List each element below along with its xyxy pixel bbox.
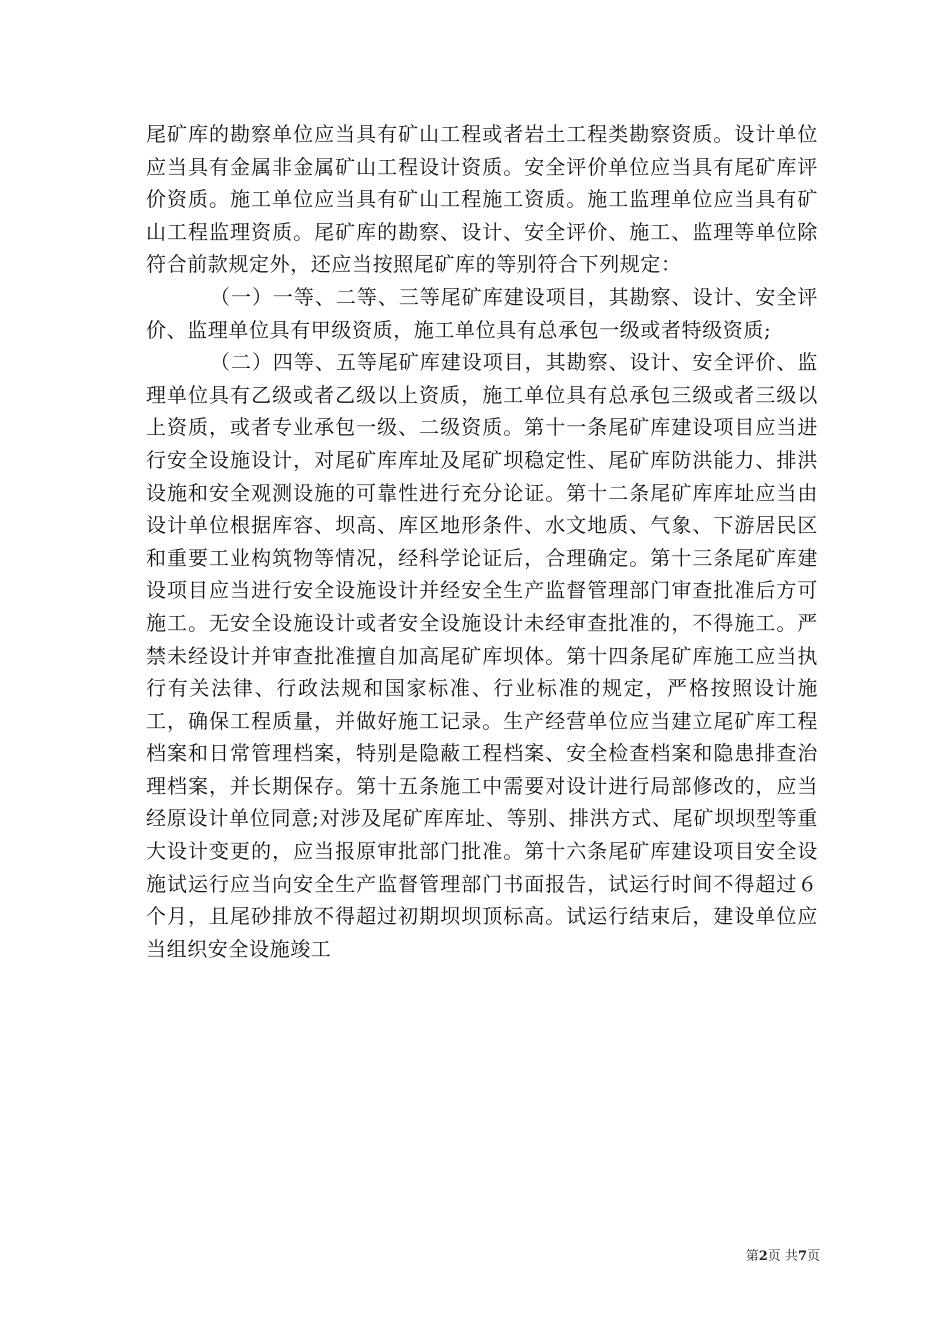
footer-prefix: 第 bbox=[745, 1249, 759, 1264]
paragraph-1: 尾矿库的勘察单位应当具有矿山工程或者岩土工程类勘察资质。设计单位应当具有金属非金属矿山工程设计资质。安全评价单位应当具有尾矿库评价资质。施工单位应当具有矿山工程施工资质。施工监理单位应当具有矿山工程监理资质。尾矿库的勘察、设计、安全评价、施工、监理等单位除符合前款规定外，还应当按照尾矿库的等别符合下列规定： bbox=[146, 122, 818, 277]
footer-middle: 页 共 bbox=[767, 1249, 798, 1264]
current-page-number: 2 bbox=[758, 1249, 768, 1264]
total-page-number: 7 bbox=[797, 1249, 807, 1264]
document-body bbox=[146, 118, 818, 965]
page-footer bbox=[660, 1248, 820, 1266]
paragraph-2: （一）一等、二等、三等尾矿库建设项目，其勘察、设计、安全评价、监理单位具有甲级资质，施工单位具有总承包一级或者特级资质; bbox=[146, 284, 818, 342]
paragraph-3: （二）四等、五等尾矿库建设项目，其勘察、设计、安全评价、监理单位具有乙级或者乙级以上资质，施工单位具有总承包三级或者三级以上资质，或者专业承包一级、二级资质。第十一条尾矿库建设项目应当进行安全设施设计，对尾矿库库址及尾矿坝稳定性、尾矿库防洪能力、排洪设施和安全观测设施的可靠性进行充分论证。第十二条尾矿库库址应当由设计单位根据库容、坝高、库区地形条件、水文地质、气象、下游居民区和重要工业构筑物等情况，经科学论证后，合理确定。第十三条尾矿库建设项目应当进行安全设施设计并经安全生产监督管理部门审查批准后方可施工。无安全设施设计或者安全设施设计未经审查批准的，不得施工。严禁未经设计并审查批准擅自加高尾矿库坝体。第十四条尾矿库施工应当执行有关法律、行政法规和国家标准、行业标准的规定，严格按照设计施工，确保工程质量，并做好施工记录。生产经营单位应当建立尾矿库工程档案和日常管理档案，特别是隐蔽工程档案、安全检查档案和隐患排查治理档案，并长期保存。第十五条施工中需要对设计进行局部修改的，应当经原设计单位同意;对涉及尾矿库库址、等别、排洪方式、尾矿坝坝型等重大设计变更的，应当报原审批部门批准。第十六条尾矿库建设项目安全设施试运行应当向安全生产监督管理部门书面报告，试运行时间不得超过６个月，且尾砂排放不得超过初期坝坝顶标高。试运行结束后，建设单位应当组织安全设施竣工 bbox=[146, 350, 818, 961]
footer-suffix: 页 bbox=[806, 1249, 820, 1264]
